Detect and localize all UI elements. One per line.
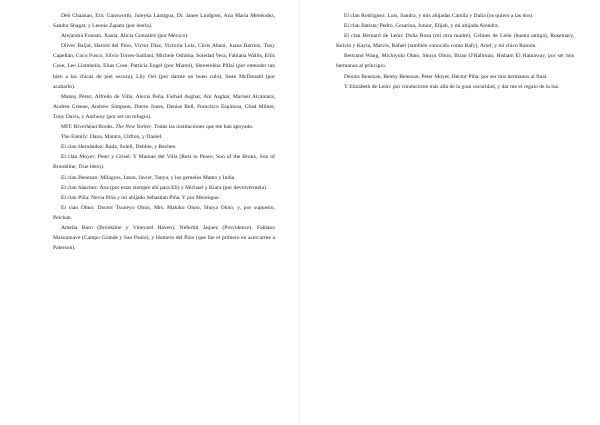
paragraph: El clan Batista: Pedro, Cesarina, Junior, Elijah, y mi ahijada Alondra.: [344, 23, 499, 30]
paragraph: Dennis Benezan, Benny Benezan, Peter Moyer, Héctor Piña: por ser mis hermanos al final.: [344, 73, 548, 80]
paragraph: El clan Sánchez: Ana (por estar siempre ahí para Eli) y Michael y Kiara (por devolvérmela).: [61, 184, 268, 191]
paragraph: The Family: Dana, Mantra, Clifton, y Daniel.: [61, 134, 163, 141]
paragraph: Oliver Baijal, Harold del Pino, Víctor Díaz, Victoria Lola, Chris Abani, Juana Barrios, Tony Capellán, Coco Fusco, Silvio Torres-Saillant, Michele Oshima, Soledad Vera, Fabiana Wallis, Ellis Cose, Lee Llambelis, Elias Cose, Patricia Engel (por Miami), Shreerekha Pillai (por entender tan bien a las chicas de piel oscura), Lily Oei (por darme un buen culo), Sean McDonald (por acabarlo).: [53, 43, 275, 90]
paragraph: El clan Bernard de León: Doña Rosa (mi otra madre), Celines de León (buena amiga), Rosemary, Kelvin y Kayla, Marvis, Rafael (también conocido como Rafy), Ariel, y mi chico Ramón.: [336, 33, 574, 50]
paragraph: Alejandra Frausto, Xania, Alicia González (por México).: [61, 33, 189, 40]
paragraph-text: MIT: Riverhead Books. The New Yorker. Todas las instituciones que me han apoyado.: [61, 124, 254, 131]
paragraph: El clan Piña: Nevia Piña y mi ahijado Sebastian Piña. Y por Merengue.: [61, 194, 220, 201]
italic-title: The New Yorker: [115, 124, 152, 131]
paragraph: Y Elizabeth de León: por conducirme más allá de la gran oscuridad, y dar me el regalo de la luz.: [344, 83, 560, 90]
paragraph: Amelia Burn (Brookline y Vineyard Haven), Nefertiti Jaquez (Providence), Fabiano Maisonnave (Campo Grande y Sao Paulo), y Homero del Pino (que fue el primero en acercarme a Paterson).: [53, 224, 275, 252]
paragraph: Bertrand Wang, Michiyuki Ohno, Shuya Ohno, Brian O'Halloran, Hisham El Hamaway, por ser mis hermanos al principio.: [336, 53, 574, 70]
paragraph: El clan Hernández: Rada, Soleil, Debbie, y Rechee.: [61, 144, 177, 151]
paragraph: El clan Moyer: Peter y Grisel. Y Manuel del Villa (Rest in Peace, Son of the Bronx, Son of Brookline, True Hero).: [53, 154, 275, 171]
paragraph: El clan Ohno: Doctor Tsuneyo Ohno, Mrs. Makiko Ohno, Shuya Ohno, y, por supuesto, Peichan.: [53, 204, 275, 221]
paragraph: El clan Benezan: Milagros, Jason, Javier, Tanya, y los gemelos Mateo y India.: [61, 174, 236, 181]
paragraph-italic-mixed: [53, 122, 275, 132]
right-page: [300, 0, 600, 425]
paragraph: El clan Rodríguez: Luis, Sandra, y mis ahijadas Camila y Dalia (os quiero a las dos).: [344, 13, 534, 19]
paragraph: Manny Pérez, Alfredo de Villa, Alexis Peña, Farhad Asghar, Ani Asghar, Marisel Alcántara, Andrea Greene, Andrew Simpson, Dierre Jones, Denise Bell, Francisco Espinosa, Chad Milner, Tony Davis, y Anthony (por ser un refugio).: [53, 93, 275, 120]
paragraph: Deb Chaanan, Eric Gansworth, Juleyka Lantigua, Dr. Janee Lindgren, Ana María Menéndez, Sandra Shagat, y Leonie Zapata (por leerlo).: [53, 13, 275, 30]
